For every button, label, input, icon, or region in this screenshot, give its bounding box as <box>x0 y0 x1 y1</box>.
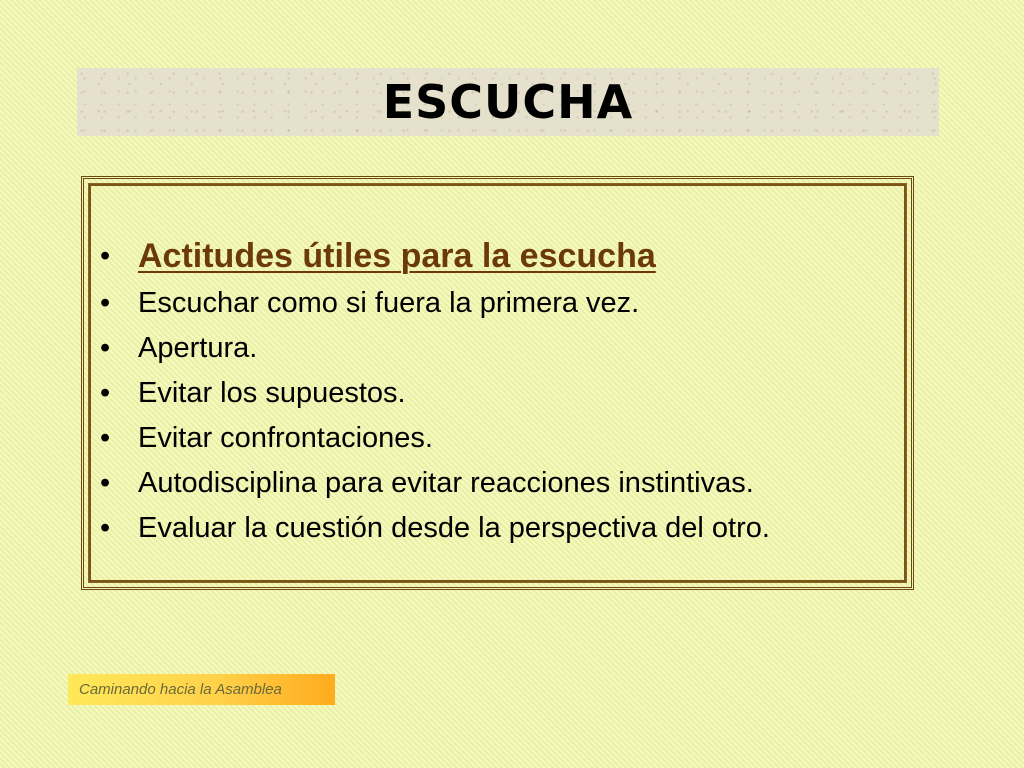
footer-label: Caminando hacia la Asamblea <box>79 681 282 698</box>
list-item <box>100 281 901 326</box>
bullet-dot: • <box>100 332 111 364</box>
bullet-dot: • <box>100 422 111 454</box>
list-item-text: Evitar confrontaciones. <box>138 422 433 454</box>
list-item-text: Evaluar la cuestión desde la perspectiva del otro. <box>138 512 770 544</box>
footer-tag <box>68 674 335 705</box>
bullet-dot: • <box>100 377 111 409</box>
title-bar <box>77 68 939 136</box>
bullet-dot: • <box>100 240 111 272</box>
list-item-text: Apertura. <box>138 332 258 364</box>
list-item <box>100 371 901 416</box>
bullet-dot: • <box>100 512 111 544</box>
bullet-list <box>100 231 901 551</box>
slide-title: ESCUCHA <box>382 75 634 129</box>
list-item-text: Evitar los supuestos. <box>138 377 406 409</box>
list-item <box>100 461 901 506</box>
content-box <box>81 176 914 590</box>
list-item-text: Escuchar como si fuera la primera vez. <box>138 287 640 319</box>
list-heading-text: Actitudes útiles para la escucha <box>138 237 656 275</box>
list-item <box>100 326 901 371</box>
bullet-dot: • <box>100 467 111 499</box>
list-item <box>100 506 901 551</box>
list-item <box>100 416 901 461</box>
bullet-dot: • <box>100 287 111 319</box>
list-heading <box>100 231 901 281</box>
list-item-text: Autodisciplina para evitar reacciones instintivas. <box>138 467 754 499</box>
